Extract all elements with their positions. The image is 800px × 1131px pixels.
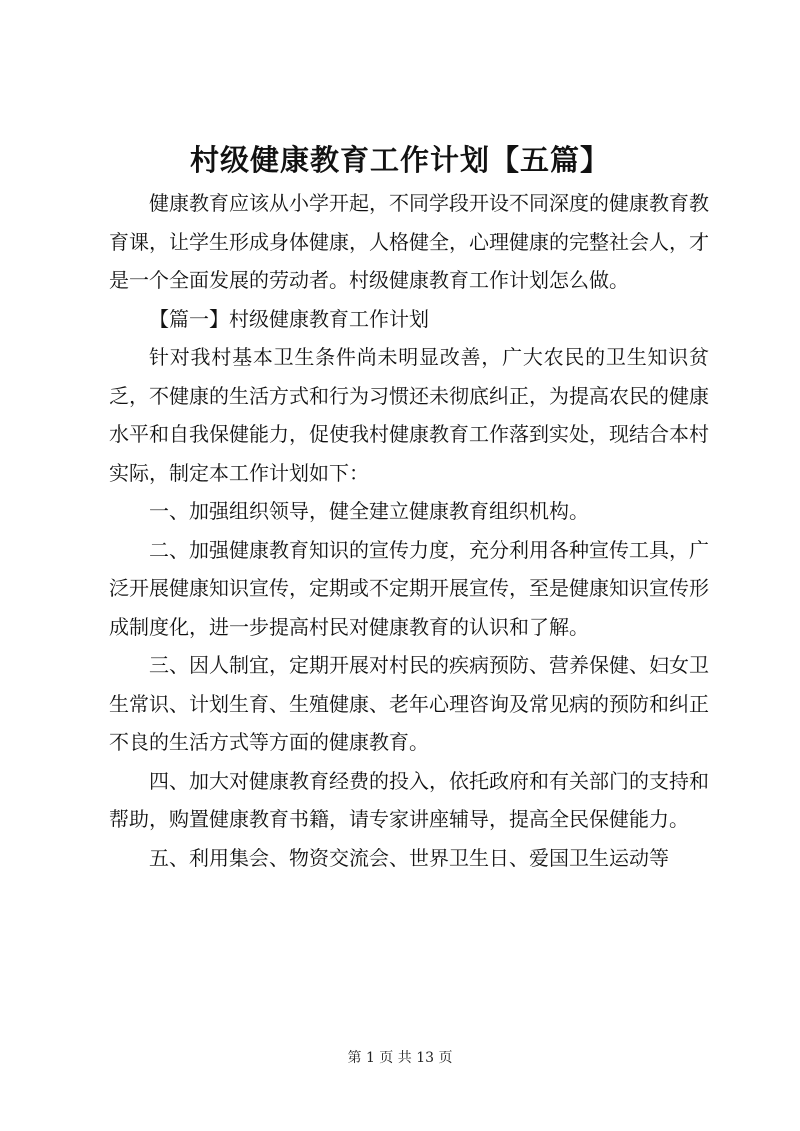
plan-item-4: 四、加大对健康教育经费的投入，依托政府和有关部门的支持和帮助，购置健康教育书籍，请专家讲座辅导，提高全民保健能力。 — [109, 768, 709, 831]
background-paragraph: 针对我村基本卫生条件尚未明显改善，广大农民的卫生知识贫乏，不健康的生活方式和行为习惯还未彻底纠正，为提高农民的健康水平和自我保健能力，促使我村健康教育工作落到实处，现结合本村实际，制定本工作计划如下： — [109, 345, 709, 485]
plan-item-2: 二、加强健康教育知识的宣传力度，充分利用各种宣传工具，广泛开展健康知识宣传，定期或不定期开展宣传，至是健康知识宣传形成制度化，进一步提高村民对健康教育的认识和了解。 — [109, 537, 709, 639]
document-body — [109, 184, 709, 877]
intro-paragraph: 健康教育应该从小学开起，不同学段开设不同深度的健康教育教育课，让学生形成身体健康，人格健全，心理健康的完整社会人，才是一个全面发展的劳动者。村级健康教育工作计划怎么做。 — [109, 191, 709, 292]
document-title: 村级健康教育工作计划【五篇】 — [189, 143, 610, 177]
section-heading-part-one: 【篇一】村级健康教育工作计划 — [149, 306, 429, 331]
plan-item-3: 三、因人制宜，定期开展对村民的疾病预防、营养保健、妇女卫生常识、计划生育、生殖健康、老年心理咨询及常见病的预防和纠正不良的生活方式等方面的健康教育。 — [109, 653, 709, 754]
page-number-footer: 第 1 页 共 13 页 — [347, 1050, 453, 1066]
plan-item-1: 一、加强组织领导，健全建立健康教育组织机构。 — [149, 499, 589, 523]
plan-item-5: 五、利用集会、物资交流会、世界卫生日、爱国卫生运动等 — [149, 845, 669, 870]
